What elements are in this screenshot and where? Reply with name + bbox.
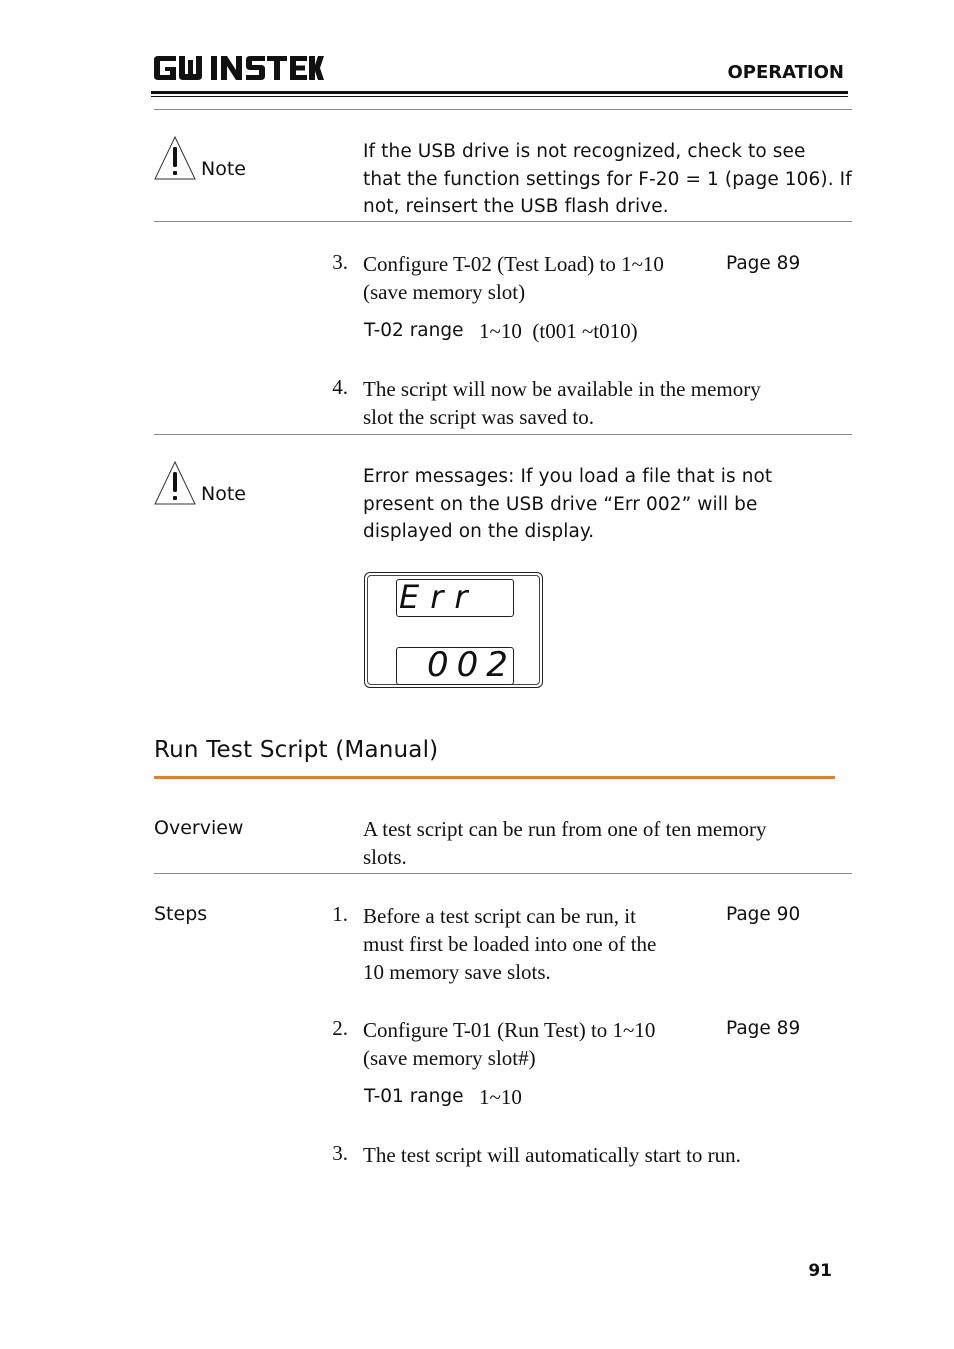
display-bottom-window (396, 647, 514, 685)
step3-text (363, 250, 723, 306)
steps-label: Steps (154, 903, 208, 925)
step1-text (363, 902, 723, 986)
note-line: that the function settings for F-20 = 1 (page 106). If (363, 168, 852, 190)
gw-instek-logo-icon (154, 56, 324, 82)
warning-triangle-icon (154, 136, 196, 180)
divider (154, 873, 852, 874)
overview-text (363, 815, 853, 871)
step2-text (363, 1016, 723, 1072)
range-label: T-02 range (364, 320, 464, 341)
step4-text (363, 375, 853, 431)
range-value: 1~10 (t001 ~t010) (479, 319, 638, 343)
header-rule-thick (151, 91, 848, 94)
logo (154, 56, 324, 87)
display-bottom-readout: 002 (427, 645, 516, 685)
step-line: (save memory slot#) (363, 1046, 536, 1070)
header-section-label: OPERATION (727, 62, 844, 83)
note-label: Note (201, 483, 246, 505)
note2-text (363, 463, 853, 546)
overview-line: A test script can be run from one of ten memory (363, 817, 767, 841)
step-number: 2. (332, 1016, 348, 1040)
note-line: present on the USB drive “Err 002” will be (363, 493, 758, 515)
page-reference: Page 90 (726, 904, 801, 925)
step-line: Before a test script can be run, it (363, 904, 636, 928)
step-line: 10 memory save slots. (363, 960, 551, 984)
step-line: (save memory slot) (363, 280, 526, 304)
step-line: Configure T-01 (Run Test) to 1~10 (363, 1018, 656, 1042)
step-line: The test script will automatically start to run. (363, 1143, 741, 1167)
divider (154, 109, 852, 110)
note-line: If the USB drive is not recognized, check to see (363, 141, 806, 162)
step-line: must first be loaded into one of the (363, 932, 657, 956)
range-value: 1~10 (479, 1085, 522, 1109)
page-number: 91 (808, 1261, 832, 1281)
note-line: displayed on the display. (363, 521, 595, 542)
section-rule (154, 776, 835, 779)
step-number: 1. (332, 902, 348, 926)
note-label: Note (201, 158, 246, 180)
header-rule-thin (151, 96, 848, 97)
display-top-window (396, 579, 514, 617)
page-reference: Page 89 (726, 1018, 801, 1039)
overview-label: Overview (154, 817, 244, 839)
divider (154, 221, 852, 222)
section-title: Run Test Script (Manual) (154, 737, 439, 763)
range-label: T-01 range (364, 1086, 464, 1107)
overview-line: slots. (363, 845, 407, 869)
step-line: The script will now be available in the memory (363, 377, 761, 401)
display-top-readout: Err (399, 578, 479, 616)
step-number: 3. (332, 250, 348, 274)
step-line: slot the script was saved to. (363, 405, 594, 429)
page-reference: Page 89 (726, 253, 801, 274)
warning-triangle-icon (154, 461, 196, 505)
step-line: Configure T-02 (Test Load) to 1~10 (363, 252, 664, 276)
step-number: 4. (332, 375, 348, 399)
note1-text (363, 138, 853, 221)
note-line: not, reinsert the USB flash drive. (363, 196, 669, 217)
note-line: Error messages: If you load a file that is not (363, 466, 773, 487)
step-number: 3. (332, 1141, 348, 1165)
divider (154, 434, 852, 435)
